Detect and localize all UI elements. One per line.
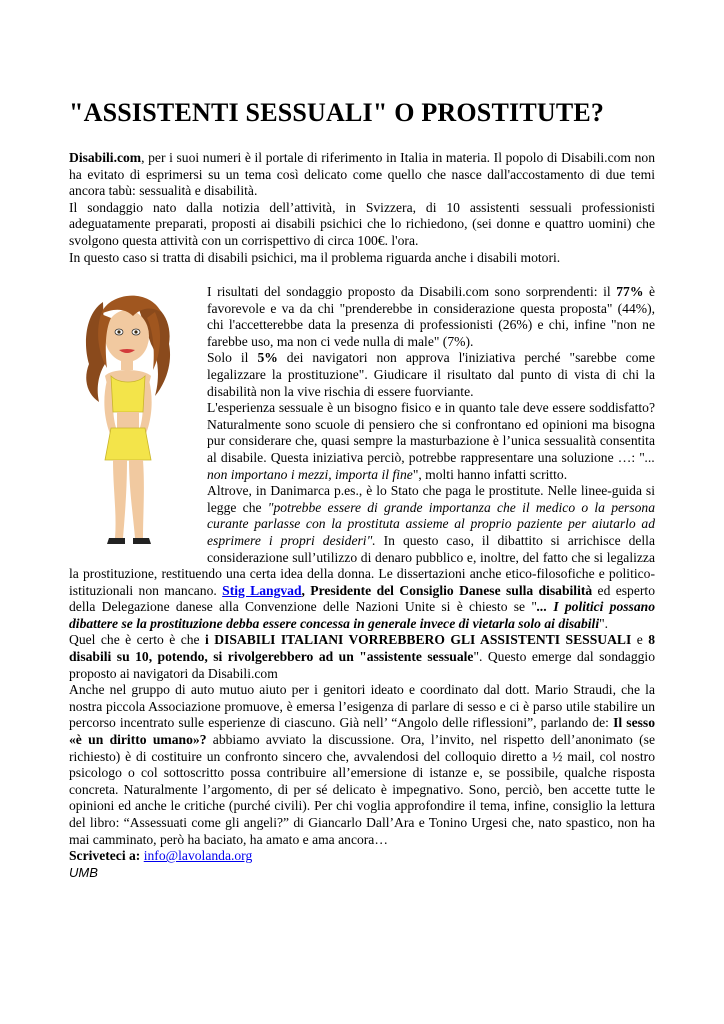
results-paragraph-2: Solo il 5% dei navigatori non approva l'iniziativa perché "sarebbe come legalizzare la prostituzione". Giudicare il risultato dal punto di vista di chi la disabilità non la vive rischia di essere fuorviante. — [207, 350, 656, 399]
email-link[interactable]: info@lavolanda.org — [143, 848, 253, 864]
stig-langvad-link[interactable]: Stig Langvad — [222, 582, 302, 598]
page-title: "ASSISTENTI SESSUALI" O PROSTITUTE? — [69, 98, 605, 127]
results-paragraph-3: L'esperienza sessuale è un bisogno fisico e in quanto tale deve essere soddisfatto? Naturalmente sono scuole di pensiero che si confrontano ed opinioni ma bisogna pur considerare che, quasi sempre la masturbazione è l’unica sessualità consentita al disabile. Questa iniziativa perciò, potrebbe rappresentare una soluzione …: "... non importano i mezzi, importa il fine", molti hanno infatti scritto. — [207, 400, 655, 482]
final-paragraph-1: Quel che è certo è che i DISABILI ITALIANI VORREBBERO GLI ASSISTENTI SESSUALI e 8 disabili su 10, potendo, si rivolgerebbero ad un "assistente sessuale". Questo emerge dal sondaggio proposto ai navigatori da Disabili.com — [69, 632, 655, 681]
intro-section — [69, 150, 655, 266]
results-paragraph-4: Altrove, in Danimarca p.es., è lo Stato che paga le prostitute. Nelle linee-guida si legge che "potrebbe essere di grande importanza che il medico o la persona curante parlasse con la prostituta assieme al proprio paziente per aiutarlo ad esprimere i propri desideri". In questo caso, il dibattito si arrichisce della considerazione sull’utilizzo di denaro pubblico e, inoltre, del fatto che si legalizza la prostituzione, restituendo una certa idea della donna. Le dissertazioni anche etico-filosofiche e politico-istituzionali non mancano. Stig Langvad, Presidente del Consiglio Danese sulla disabilità ed esperto della Delegazione danese alla Convenzione delle Nazioni Unite si è chiesto se "... I politici possano dibattere se la prostituzione debba essere concessa in generale invece di vietarla solo ai disabili". — [69, 483, 655, 631]
intro-paragraph-2: Il sondaggio nato dalla notizia dell’attività, in Svizzera, di 10 assistenti sessuali professionisti adeguatamente preparati, proposti ai disabili psichici che lo richiedono, (sei donne e quattro uomini) che svolgono questa attività con un corrispettivo di circa 100€. l'ora. — [69, 199, 655, 248]
signature: UMB — [69, 864, 98, 880]
intro-paragraph-1: Disabili.com, per i suoi numeri è il portale di riferimento in Italia in materia. Il popolo di Disabili.com non ha evitato di esprimersi su un tema così delicato come quello che nasce dall'accostamento di due temi ancora tabù: sessualità e disabilità. — [69, 150, 655, 199]
cartoon-woman-illustration — [65, 284, 201, 550]
main-section — [69, 284, 655, 881]
contact-line: Scriveteci a: info@lavolanda.org — [69, 848, 253, 864]
final-paragraph-2: Anche nel gruppo di auto mutuo aiuto per i genitori ideato e coordinato dal dott. Mario Straudi, che la nostra piccola Associazione promuove, è emersa l’esigenza di parlare di sesso e ci è parso utile stabilire un percorso incentrato sulle esperienze di ciascuno. Già nell’ “Angolo delle riflessioni”, parlando de: Il sesso «è un diritto umano»? abbiamo avviato la discussione. Ora, l’invito, nel rispetto dell’anonimato (se richiesto) è di costituire un confronto sincero che, avvalendosi del colloquio diretto a ½ mail, col nostro psicologo o col sottoscritto possa contribuire all’emersione di istanze e, se possibile, qualche risposta concreta. Naturalmente l’argomento, di per sé delicato è impegnativo. Sono, perciò, ben accette tutte le opinioni ed anche le critiche (purché civili). Per chi voglia approfondire il tema, infine, consiglio la lettura del libro: “Assessuati come gli angeli?” di Giancarlo Dall’Ara e Tonino Urgesi che, nato spastico, non ha mai camminato, però ha baciato, ha amato e ama ancora… — [69, 682, 655, 847]
intro-paragraph-3: In questo caso si tratta di disabili psichici, ma il problema riguarda anche i disabili motori. — [69, 249, 561, 265]
results-paragraph-1: I risultati del sondaggio proposto da Disabili.com sono sorprendenti: il 77% è favorevole e va da chi "prenderebbe in considerazione questa proposta" (44%), chi l'accetterebbe data la presenza di professionisti (26%) e chi, infine "non ne farebbe uso, ma non ci vede nulla di male" (7%). — [207, 284, 656, 349]
